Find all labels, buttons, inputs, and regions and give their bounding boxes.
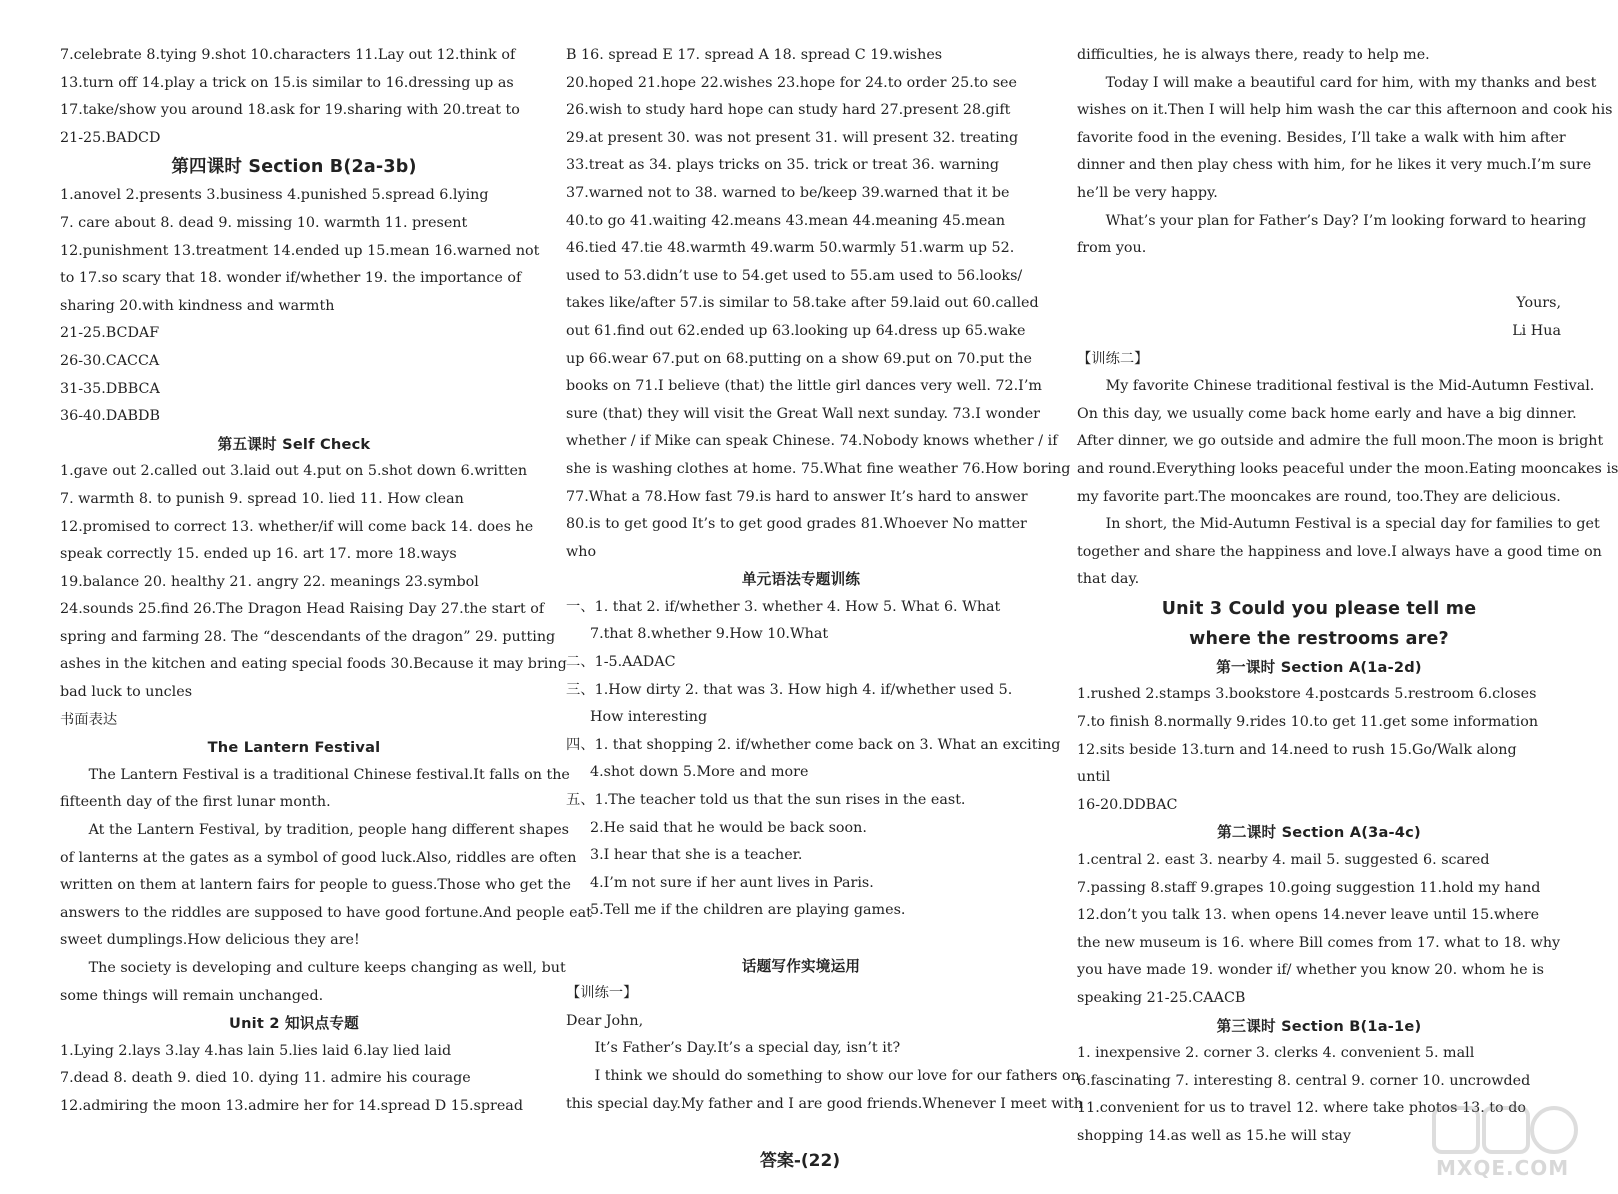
text-line: 1.rushed 2.stamps 3.bookstore 4.postcards 5.restroom 6.closes bbox=[1077, 686, 1537, 703]
text-line: from you. bbox=[1077, 240, 1147, 257]
text-line: 21-25.BCDAF bbox=[60, 325, 160, 342]
text-line: whether / if Mike can speak Chinese. 74.Nobody knows whether / if bbox=[566, 433, 1058, 450]
text-line: answers to the riddles are supposed to have good fortune.And people eat bbox=[60, 904, 592, 921]
text-line: 31-35.DBBCA bbox=[60, 380, 160, 397]
text-line: 20.hoped 21.hope 22.wishes 23.hope for 24.to order 25.to see bbox=[566, 74, 1017, 91]
text-line: speaking 21-25.CAACB bbox=[1077, 990, 1246, 1006]
text-line: speak correctly 15. ended up 16. art 17. more 18.ways bbox=[60, 546, 457, 563]
text-line: 三、1.How dirty 2. that was 3. How high 4. if/whether used 5. bbox=[566, 681, 1013, 698]
section-heading: 第二课时 Section A(3a-4c) bbox=[1217, 824, 1421, 842]
text-line: and round.Everything looks peaceful under the moon.Eating mooncakes is bbox=[1077, 460, 1618, 477]
text-line: dinner and then play chess with him, for he likes it very much.I’m sure bbox=[1077, 157, 1592, 174]
text-line: Dear John, bbox=[566, 1012, 644, 1029]
text-line: ashes in the kitchen and eating special foods 30.Because it may bring bbox=[60, 656, 567, 673]
section-heading: 第五课时 Self Check bbox=[217, 435, 371, 453]
text-line: 13.turn off 14.play a trick on 15.is similar to 16.dressing up as bbox=[60, 74, 514, 91]
text-line: 1.central 2. east 3. nearby 4. mail 5. suggested 6. scared bbox=[1077, 852, 1490, 869]
text-line: she is washing clothes at home. 75.What fine weather 76.How boring bbox=[566, 460, 1071, 477]
text-line: After dinner, we go outside and admire the full moon.The moon is bright bbox=[1077, 433, 1604, 450]
text-line: 40.to go 41.waiting 42.means 43.mean 44.meaning 45.mean bbox=[566, 212, 1006, 229]
text-line: the new museum is 16. where Bill comes from 17. what to 18. why bbox=[1077, 934, 1561, 951]
text-line: takes like/after 57.is similar to 58.take after 59.laid out 60.called bbox=[566, 295, 1039, 312]
text-line: 7.to finish 8.normally 9.rides 10.to get 11.get some information bbox=[1077, 714, 1539, 731]
page-number: 答案-(22) bbox=[759, 1151, 841, 1171]
text-line: 26-30.CACCA bbox=[60, 352, 160, 369]
text-line: I think we should do something to show our love for our fathers on bbox=[594, 1067, 1080, 1084]
text-line: 4.I’m not sure if her aunt lives in Paris. bbox=[590, 874, 874, 891]
text-line: together and share the happiness and love.I always have a good time on bbox=[1077, 543, 1602, 560]
text-line: 12.admiring the moon 13.admire her for 14.spread D 15.spread bbox=[60, 1097, 523, 1114]
text-line: spring and farming 28. The “descendants of the dragon” 29. putting bbox=[60, 628, 556, 645]
text-line: What’s your plan for Father’s Day? I’m looking forward to hearing bbox=[1105, 212, 1587, 229]
text-line: 二、1-5.AADAC bbox=[566, 654, 676, 671]
text-line: 7.celebrate 8.tying 9.shot 10.characters 11.Lay out 12.think of bbox=[60, 47, 516, 63]
text-line: My favorite Chinese traditional festival is the Mid-Autumn Festival. bbox=[1105, 378, 1595, 395]
text-line: 5.Tell me if the children are playing games. bbox=[590, 902, 906, 919]
text-line: this special day.My father and I are good friends.Whenever I meet with bbox=[566, 1095, 1083, 1112]
text-line: On this day, we usually come back home early and have a big dinner. bbox=[1077, 405, 1577, 422]
text-line: 四、1. that shopping 2. if/whether come back on 3. What an exciting bbox=[566, 736, 1061, 753]
text-line: 12.punishment 13.treatment 14.ended up 15.mean 16.warned not bbox=[60, 242, 540, 259]
text-line: fifteenth day of the first lunar month. bbox=[60, 794, 331, 811]
text-line: 26.wish to study hard hope can study hard 27.present 28.gift bbox=[566, 102, 1011, 119]
text-line: books on 71.I believe (that) the little girl dances very well. 72.I’m bbox=[566, 378, 1042, 395]
text-line: 3.I hear that she is a teacher. bbox=[590, 847, 803, 864]
text-line: of lanterns at the gates as a symbol of good luck.Also, riddles are often bbox=[60, 849, 577, 866]
text-line: sure (that) they will visit the Great Wall next sunday. 73.I wonder bbox=[566, 405, 1040, 422]
text-line: 1.gave out 2.called out 3.laid out 4.put on 5.shot down 6.written bbox=[60, 463, 528, 480]
text-line: out 61.find out 62.ended up 63.looking up 64.dress up 65.wake bbox=[566, 322, 1026, 339]
text-line: 7.dead 8. death 9. died 10. dying 11. admire his courage bbox=[60, 1070, 471, 1087]
section-heading: Unit 3 Could you please tell me bbox=[1161, 598, 1477, 619]
text-line: used to 53.didn’t use to 54.get used to 55.am used to 56.looks/ bbox=[566, 267, 1023, 284]
text-line: 80.is to get good It’s to get good grades 81.Whoever No matter bbox=[566, 516, 1027, 533]
text-line: 五、1.The teacher told us that the sun rises in the east. bbox=[566, 792, 966, 809]
text-line: 36-40.DABDB bbox=[60, 408, 161, 425]
text-line: 6.fascinating 7. interesting 8. central 9. corner 10. uncrowded bbox=[1077, 1072, 1531, 1089]
text-line: At the Lantern Festival, by tradition, people hang different shapes bbox=[88, 822, 570, 839]
section-heading: 第三课时 Section B(1a-1e) bbox=[1216, 1017, 1422, 1035]
section-heading: where the restrooms are? bbox=[1189, 628, 1449, 649]
text-line: favorite food in the evening. Besides, I’ll take a walk with him after bbox=[1077, 129, 1566, 146]
answer-column-right bbox=[1077, 42, 1618, 1151]
watermark-text: MXQE.COM bbox=[1436, 1156, 1570, 1180]
text-line: wishes on it.Then I will help him wash the car this afternoon and cook his bbox=[1077, 102, 1613, 119]
text-line: The Lantern Festival is a traditional Chinese festival.It falls on the bbox=[88, 766, 570, 783]
text-line: you have made 19. wonder if/ whether you know 20. whom he is bbox=[1077, 962, 1544, 979]
section-heading: Unit 2 知识点专题 bbox=[229, 1015, 359, 1033]
text-line: 7.that 8.whether 9.How 10.What bbox=[590, 626, 829, 643]
section-heading: 第四课时 Section B(2a-3b) bbox=[171, 157, 417, 178]
text-line: 【训练一】 bbox=[566, 985, 638, 1002]
text-line: 19.balance 20. healthy 21. angry 22. meanings 23.symbol bbox=[60, 573, 479, 590]
text-line: 7.passing 8.staff 9.grapes 10.going suggestion 11.hold my hand bbox=[1077, 879, 1541, 896]
text-line: B 16. spread E 17. spread A 18. spread C 19.wishes bbox=[566, 47, 943, 63]
text-line: written on them at lantern fairs for people to guess.Those who get the bbox=[60, 877, 572, 894]
text-line: Yours, bbox=[1516, 295, 1561, 312]
text-line: 29.at present 30. was not present 31. will present 32. treating bbox=[566, 129, 1019, 146]
text-line: 37.warned not to 38. warned to be/keep 39.warned that it be bbox=[566, 184, 1010, 201]
answer-column-middle bbox=[566, 42, 1083, 1118]
text-line: 17.take/show you around 18.ask for 19.sharing with 20.treat to bbox=[60, 102, 520, 119]
text-line: 77.What a 78.How fast 79.is hard to answer It’s hard to answer bbox=[566, 488, 1028, 505]
section-heading: The Lantern Festival bbox=[207, 739, 381, 757]
text-line: 7. warmth 8. to punish 9. spread 10. lied 11. How clean bbox=[60, 490, 464, 507]
text-line: to 17.so scary that 18. wonder if/whether 19. the importance of bbox=[60, 270, 522, 287]
text-line: 1.anovel 2.presents 3.business 4.punished 5.spread 6.lying bbox=[60, 187, 489, 204]
text-line: 33.treat as 34. plays tricks on 35. trick or treat 36. warning bbox=[566, 157, 1000, 174]
text-line: my favorite part.The mooncakes are round, too.They are delicious. bbox=[1077, 488, 1561, 505]
text-line: 46.tied 47.tie 48.warmth 49.warm 50.warmly 51.warm up 52. bbox=[566, 240, 1015, 257]
text-line: 12.don’t you talk 13. when opens 14.never leave until 15.where bbox=[1077, 907, 1540, 924]
text-line: bad luck to uncles bbox=[60, 684, 193, 701]
text-line: 【训练二】 bbox=[1077, 350, 1149, 367]
text-line: 4.shot down 5.More and more bbox=[590, 764, 809, 781]
text-line: 12.promised to correct 13. whether/if will come back 14. does he bbox=[60, 518, 534, 535]
text-line: he’ll be very happy. bbox=[1077, 184, 1218, 201]
spacer bbox=[566, 925, 1036, 953]
text-line: up 66.wear 67.put on 68.putting on a show 69.put on 70.put the bbox=[566, 350, 1032, 367]
text-line: 16-20.DDBAC bbox=[1077, 796, 1178, 813]
text-line: shopping 14.as well as 15.he will stay bbox=[1077, 1127, 1352, 1144]
text-line: Today I will make a beautiful card for him, with my thanks and best bbox=[1105, 74, 1597, 91]
section-heading: 第一课时 Section A(1a-2d) bbox=[1216, 658, 1422, 676]
text-line: The society is developing and culture keeps changing as well, but bbox=[88, 960, 566, 976]
text-line: who bbox=[566, 543, 597, 560]
text-line: 书面表达 bbox=[60, 711, 118, 728]
text-line: sharing 20.with kindness and warmth bbox=[60, 297, 335, 314]
text-line: 一、1. that 2. if/whether 3. whether 4. How 5. What 6. What bbox=[566, 598, 1001, 615]
text-line: 24.sounds 25.find 26.The Dragon Head Raising Day 27.the start of bbox=[60, 601, 545, 618]
text-line: Li Hua bbox=[1512, 322, 1561, 339]
text-line: 12.sits beside 13.turn and 14.need to rush 15.Go/Walk along bbox=[1077, 741, 1517, 758]
section-heading: 话题写作实境运用 bbox=[741, 957, 861, 975]
text-line: 1.Lying 2.lays 3.lay 4.has lain 5.lies laid 6.lay lied laid bbox=[60, 1042, 452, 1059]
text-line: sweet dumplings.How delicious they are! bbox=[60, 932, 360, 949]
text-line: 1. inexpensive 2. corner 3. clerks 4. convenient 5. mall bbox=[1077, 1045, 1475, 1062]
text-line: In short, the Mid-Autumn Festival is a special day for families to get bbox=[1105, 516, 1600, 533]
text-line: difficulties, he is always there, ready to help me. bbox=[1077, 47, 1430, 63]
text-line: 7. care about 8. dead 9. missing 10. warmth 11. present bbox=[60, 214, 468, 231]
text-line: 11.convenient for us to travel 12. where take photos 13. to do bbox=[1077, 1100, 1526, 1117]
section-heading: 单元语法专题训练 bbox=[741, 571, 861, 589]
text-line: some things will remain unchanged. bbox=[60, 987, 324, 1004]
text-line: that day. bbox=[1077, 571, 1140, 588]
spacer bbox=[1077, 263, 1561, 291]
text-line: until bbox=[1077, 769, 1111, 786]
answer-column-left bbox=[60, 42, 592, 1121]
text-line: It’s Father’s Day.It’s a special day, isn’t it? bbox=[594, 1040, 901, 1057]
text-line: 21-25.BADCD bbox=[60, 129, 161, 146]
text-line: 2.He said that he would be back soon. bbox=[590, 819, 867, 836]
text-line: How interesting bbox=[590, 709, 708, 726]
